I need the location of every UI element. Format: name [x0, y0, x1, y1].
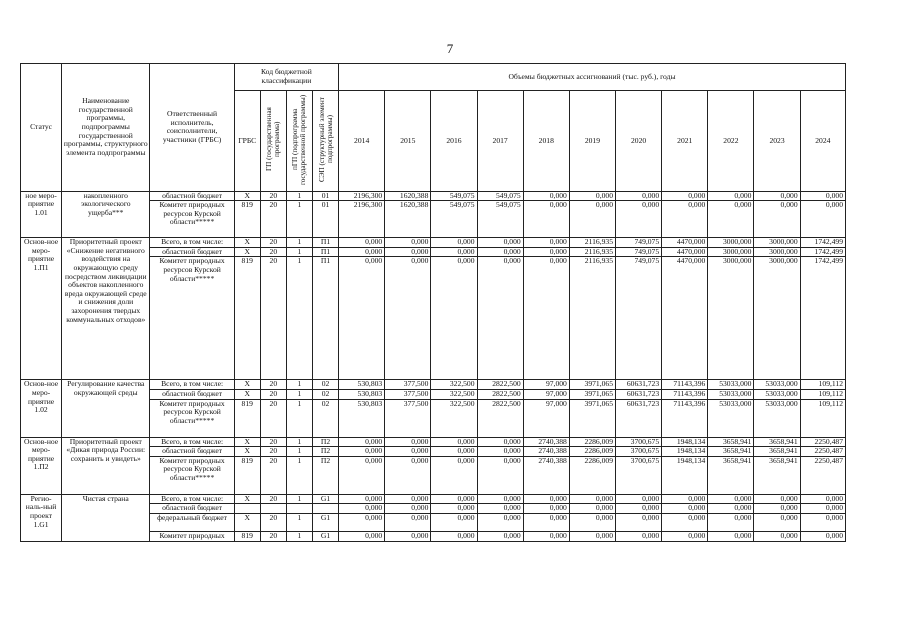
- pgp-cell: 1: [286, 257, 312, 380]
- value-cell: 1620,388: [385, 191, 431, 201]
- value-cell: 0,000: [754, 201, 800, 238]
- table-row: [21, 437, 846, 447]
- value-cell: 71143,396: [662, 380, 708, 390]
- gp-cell: 20: [260, 201, 286, 238]
- value-cell: 1948,134: [662, 447, 708, 457]
- pgp-cell: 1: [286, 380, 312, 390]
- header-sep: [312, 91, 338, 192]
- gp-cell: 20: [260, 238, 286, 248]
- value-cell: 0,000: [339, 447, 385, 457]
- value-cell: 0,000: [616, 531, 662, 541]
- value-cell: 0,000: [477, 513, 523, 531]
- value-cell: 2740,388: [523, 456, 569, 494]
- executor-cell: областной бюджет: [150, 447, 234, 457]
- value-cell: 2116,935: [569, 238, 615, 248]
- grbs-cell: 819: [234, 399, 260, 437]
- value-cell: 0,000: [431, 494, 477, 504]
- value-cell: 53033,000: [754, 399, 800, 437]
- status-cell: Основ-ное меро-приятие 1.02: [21, 380, 62, 437]
- value-cell: 0,000: [385, 504, 431, 514]
- gp-cell: 20: [260, 513, 286, 531]
- gp-cell: 20: [260, 437, 286, 447]
- value-cell: 0,000: [385, 494, 431, 504]
- value-cell: 0,000: [708, 504, 754, 514]
- grbs-cell: X: [234, 494, 260, 504]
- value-cell: 3000,000: [754, 247, 800, 257]
- pgp-cell: [286, 504, 312, 514]
- sep-cell: П1: [312, 247, 338, 257]
- status-cell: ное меро-приятие 1.01: [21, 191, 62, 238]
- value-cell: 0,000: [431, 437, 477, 447]
- value-cell: 0,000: [477, 456, 523, 494]
- header-sep-text: СЭП (структурный элемент подпрограммы): [317, 97, 334, 182]
- sep-cell: 01: [312, 201, 338, 238]
- value-cell: 0,000: [800, 191, 845, 201]
- value-cell: 53033,000: [754, 380, 800, 390]
- pgp-cell: 1: [286, 389, 312, 399]
- value-cell: 0,000: [477, 437, 523, 447]
- header-grbs: ГРБС: [234, 91, 260, 192]
- value-cell: 749,075: [616, 247, 662, 257]
- value-cell: 2116,935: [569, 257, 615, 380]
- value-cell: 109,112: [800, 389, 845, 399]
- value-cell: 0,000: [339, 531, 385, 541]
- value-cell: 0,000: [477, 247, 523, 257]
- executor-cell: федеральный бюджет: [150, 513, 234, 531]
- value-cell: 2250,487: [800, 456, 845, 494]
- value-cell: 53033,000: [754, 389, 800, 399]
- value-cell: 3971,065: [569, 380, 615, 390]
- value-cell: 97,000: [523, 399, 569, 437]
- value-cell: 0,000: [431, 504, 477, 514]
- value-cell: 0,000: [431, 456, 477, 494]
- value-cell: 1948,134: [662, 437, 708, 447]
- value-cell: 0,000: [385, 257, 431, 380]
- value-cell: 0,000: [523, 191, 569, 201]
- value-cell: 0,000: [569, 191, 615, 201]
- value-cell: 0,000: [708, 513, 754, 531]
- value-cell: 0,000: [569, 504, 615, 514]
- header-budget-code: Код бюджетной классификации: [234, 64, 338, 91]
- value-cell: 60631,723: [616, 380, 662, 390]
- value-cell: 53033,000: [708, 380, 754, 390]
- value-cell: 3658,941: [754, 456, 800, 494]
- gp-cell: 20: [260, 456, 286, 494]
- value-cell: 0,000: [385, 513, 431, 531]
- value-cell: 0,000: [708, 531, 754, 541]
- gp-cell: 20: [260, 494, 286, 504]
- value-cell: 3658,941: [708, 456, 754, 494]
- sep-cell: 01: [312, 191, 338, 201]
- value-cell: 0,000: [523, 257, 569, 380]
- value-cell: 0,000: [662, 191, 708, 201]
- value-cell: 0,000: [385, 238, 431, 248]
- value-cell: 0,000: [339, 504, 385, 514]
- header-year: 2014: [339, 91, 385, 192]
- grbs-cell: X: [234, 513, 260, 531]
- value-cell: 3000,000: [708, 247, 754, 257]
- value-cell: 0,000: [385, 437, 431, 447]
- value-cell: 2740,388: [523, 437, 569, 447]
- program-name-cell: накопленного экологического ущерба***: [62, 191, 150, 238]
- value-cell: 0,000: [339, 238, 385, 248]
- value-cell: 0,000: [800, 504, 845, 514]
- value-cell: 0,000: [662, 504, 708, 514]
- pgp-cell: 1: [286, 447, 312, 457]
- value-cell: 530,803: [339, 399, 385, 437]
- value-cell: 0,000: [754, 494, 800, 504]
- gp-cell: 20: [260, 389, 286, 399]
- value-cell: 2286,009: [569, 456, 615, 494]
- value-cell: 2196,300: [339, 201, 385, 238]
- table-row: [21, 380, 846, 390]
- value-cell: 0,000: [339, 494, 385, 504]
- value-cell: 549,075: [431, 191, 477, 201]
- header-status: Статус: [21, 64, 62, 192]
- value-cell: 0,000: [339, 437, 385, 447]
- value-cell: 3000,000: [754, 238, 800, 248]
- value-cell: 0,000: [431, 531, 477, 541]
- header-year: 2018: [523, 91, 569, 192]
- executor-cell: Всего, в том числе:: [150, 437, 234, 447]
- value-cell: 0,000: [754, 513, 800, 531]
- value-cell: 549,075: [477, 191, 523, 201]
- header-volumes: Объемы бюджетных ассигнований (тыс. руб.), годы: [339, 64, 846, 91]
- executor-cell: Всего, в том числе:: [150, 380, 234, 390]
- value-cell: 377,500: [385, 380, 431, 390]
- grbs-cell: X: [234, 447, 260, 457]
- value-cell: 2196,300: [339, 191, 385, 201]
- gp-cell: 20: [260, 380, 286, 390]
- value-cell: 0,000: [477, 504, 523, 514]
- value-cell: 0,000: [616, 504, 662, 514]
- sep-cell: G1: [312, 494, 338, 504]
- sep-cell: П2: [312, 437, 338, 447]
- pgp-cell: 1: [286, 399, 312, 437]
- value-cell: 3658,941: [708, 447, 754, 457]
- pgp-cell: 1: [286, 238, 312, 248]
- sep-cell: П2: [312, 447, 338, 457]
- value-cell: 0,000: [569, 531, 615, 541]
- value-cell: 1742,499: [800, 238, 845, 248]
- header-year: 2023: [754, 91, 800, 192]
- gp-cell: 20: [260, 257, 286, 380]
- value-cell: 2116,935: [569, 247, 615, 257]
- value-cell: 97,000: [523, 389, 569, 399]
- value-cell: 0,000: [431, 513, 477, 531]
- value-cell: 0,000: [339, 513, 385, 531]
- grbs-cell: 819: [234, 257, 260, 380]
- value-cell: 3971,065: [569, 389, 615, 399]
- table-row: [21, 238, 846, 248]
- grbs-cell: [234, 504, 260, 514]
- value-cell: 0,000: [569, 494, 615, 504]
- pgp-cell: 1: [286, 456, 312, 494]
- sep-cell: 02: [312, 380, 338, 390]
- grbs-cell: 819: [234, 201, 260, 238]
- value-cell: 0,000: [477, 494, 523, 504]
- program-name-cell: Регулирование качества окружающей среды: [62, 380, 150, 437]
- value-cell: 0,000: [431, 447, 477, 457]
- value-cell: 0,000: [754, 191, 800, 201]
- value-cell: 0,000: [800, 494, 845, 504]
- value-cell: 0,000: [523, 494, 569, 504]
- status-cell: Регио-наль-ный проект 1.G1: [21, 494, 62, 541]
- value-cell: 0,000: [708, 494, 754, 504]
- grbs-cell: 819: [234, 531, 260, 541]
- value-cell: 0,000: [569, 513, 615, 531]
- header-year: 2020: [616, 91, 662, 192]
- value-cell: 3000,000: [708, 257, 754, 380]
- value-cell: 0,000: [385, 247, 431, 257]
- pgp-cell: 1: [286, 494, 312, 504]
- program-name-cell: Чистая страна: [62, 494, 150, 541]
- value-cell: 0,000: [800, 201, 845, 238]
- grbs-cell: X: [234, 247, 260, 257]
- pgp-cell: 1: [286, 191, 312, 201]
- executor-cell: областной бюджет: [150, 191, 234, 201]
- sep-cell: 02: [312, 399, 338, 437]
- value-cell: 53033,000: [708, 399, 754, 437]
- value-cell: 0,000: [477, 257, 523, 380]
- gp-cell: 20: [260, 191, 286, 201]
- value-cell: 2822,500: [477, 380, 523, 390]
- value-cell: 0,000: [523, 247, 569, 257]
- sep-cell: П1: [312, 238, 338, 248]
- value-cell: 2250,487: [800, 437, 845, 447]
- value-cell: 0,000: [662, 494, 708, 504]
- value-cell: 3000,000: [754, 257, 800, 380]
- value-cell: 0,000: [708, 201, 754, 238]
- header-gp-text: ГП (государственная программа): [265, 107, 282, 172]
- value-cell: 0,000: [477, 238, 523, 248]
- sep-cell: 02: [312, 389, 338, 399]
- executor-cell: областной бюджет: [150, 389, 234, 399]
- value-cell: 0,000: [616, 191, 662, 201]
- value-cell: 1620,388: [385, 201, 431, 238]
- value-cell: 0,000: [662, 531, 708, 541]
- value-cell: 2740,388: [523, 447, 569, 457]
- header-year: 2017: [477, 91, 523, 192]
- value-cell: 377,500: [385, 399, 431, 437]
- value-cell: 3700,675: [616, 456, 662, 494]
- header-pgp: [286, 91, 312, 192]
- budget-table: [20, 63, 846, 542]
- header-year: 2016: [431, 91, 477, 192]
- value-cell: 1948,134: [662, 456, 708, 494]
- header-pgp-text: пГП (подпрограмма государственной программы): [291, 94, 308, 185]
- executor-cell: Комитет природных ресурсов Курской области*****: [150, 201, 234, 238]
- value-cell: 549,075: [477, 201, 523, 238]
- value-cell: 2250,487: [800, 447, 845, 457]
- value-cell: 4470,000: [662, 247, 708, 257]
- value-cell: 53033,000: [708, 389, 754, 399]
- value-cell: 3700,675: [616, 437, 662, 447]
- gp-cell: 20: [260, 531, 286, 541]
- value-cell: 3971,065: [569, 399, 615, 437]
- value-cell: 60631,723: [616, 389, 662, 399]
- header-year: 2022: [708, 91, 754, 192]
- sep-cell: G1: [312, 531, 338, 541]
- value-cell: 0,000: [800, 513, 845, 531]
- value-cell: 4470,000: [662, 257, 708, 380]
- value-cell: 0,000: [339, 247, 385, 257]
- value-cell: 377,500: [385, 389, 431, 399]
- header-year: 2015: [385, 91, 431, 192]
- executor-cell: областной бюджет: [150, 504, 234, 514]
- header-year: 2021: [662, 91, 708, 192]
- status-cell: Основ-ное меро-приятие 1.П1: [21, 238, 62, 380]
- value-cell: 0,000: [662, 513, 708, 531]
- table-row: [21, 191, 846, 201]
- header-name: Наименование государственной программы, подпрограммы государственной программы, структурного элемента подпрограммы: [62, 64, 150, 192]
- value-cell: 0,000: [616, 201, 662, 238]
- value-cell: 3658,941: [708, 437, 754, 447]
- value-cell: 97,000: [523, 380, 569, 390]
- value-cell: 3000,000: [708, 238, 754, 248]
- value-cell: 2286,009: [569, 437, 615, 447]
- value-cell: 3700,675: [616, 447, 662, 457]
- status-cell: Основ-ное меро-приятие 1.П2: [21, 437, 62, 494]
- value-cell: 3658,941: [754, 447, 800, 457]
- sep-cell: G1: [312, 513, 338, 531]
- executor-cell: Комитет природных ресурсов Курской области*****: [150, 456, 234, 494]
- value-cell: 0,000: [477, 531, 523, 541]
- value-cell: 530,803: [339, 389, 385, 399]
- value-cell: 0,000: [431, 238, 477, 248]
- pgp-cell: 1: [286, 437, 312, 447]
- value-cell: 0,000: [431, 247, 477, 257]
- value-cell: 2286,009: [569, 447, 615, 457]
- value-cell: 322,500: [431, 389, 477, 399]
- header-year: 2024: [800, 91, 845, 192]
- sep-cell: П2: [312, 456, 338, 494]
- program-name-cell: Приоритетный проект «Снижение негативного воздействия на окружающую среду посредством ликвидации объектов накопленного вреда окружающей среде и снижения доли захоронения твердых коммунальных отходов»: [62, 238, 150, 380]
- value-cell: 0,000: [385, 456, 431, 494]
- sep-cell: П1: [312, 257, 338, 380]
- program-name-cell: Приоритетный проект «Дикая природа России: сохранить и увидеть»: [62, 437, 150, 494]
- executor-cell: Всего, в том числе:: [150, 494, 234, 504]
- grbs-cell: X: [234, 380, 260, 390]
- pgp-cell: 1: [286, 201, 312, 238]
- value-cell: 0,000: [754, 531, 800, 541]
- value-cell: 0,000: [339, 456, 385, 494]
- value-cell: 0,000: [800, 531, 845, 541]
- value-cell: 0,000: [754, 504, 800, 514]
- grbs-cell: X: [234, 389, 260, 399]
- value-cell: 109,112: [800, 399, 845, 437]
- value-cell: 71143,396: [662, 389, 708, 399]
- value-cell: 60631,723: [616, 399, 662, 437]
- executor-cell: Комитет природных ресурсов Курской области*****: [150, 257, 234, 380]
- executor-cell: областной бюджет: [150, 247, 234, 257]
- value-cell: 0,000: [523, 238, 569, 248]
- value-cell: 2822,500: [477, 389, 523, 399]
- value-cell: 0,000: [523, 201, 569, 238]
- sep-cell: [312, 504, 338, 514]
- value-cell: 0,000: [569, 201, 615, 238]
- gp-cell: 20: [260, 247, 286, 257]
- grbs-cell: X: [234, 437, 260, 447]
- value-cell: 0,000: [477, 447, 523, 457]
- executor-cell: Комитет природных ресурсов Курской области*****: [150, 399, 234, 437]
- value-cell: 0,000: [523, 513, 569, 531]
- value-cell: 749,075: [616, 238, 662, 248]
- value-cell: 0,000: [339, 257, 385, 380]
- value-cell: 1742,499: [800, 247, 845, 257]
- executor-cell: Комитет природных: [150, 531, 234, 541]
- gp-cell: 20: [260, 399, 286, 437]
- grbs-cell: 819: [234, 456, 260, 494]
- value-cell: 0,000: [385, 447, 431, 457]
- value-cell: 0,000: [616, 513, 662, 531]
- page-number: 7: [446, 41, 454, 56]
- value-cell: 0,000: [385, 531, 431, 541]
- gp-cell: [260, 504, 286, 514]
- value-cell: 2822,500: [477, 399, 523, 437]
- value-cell: 0,000: [662, 201, 708, 238]
- value-cell: 0,000: [708, 191, 754, 201]
- header-year: 2019: [569, 91, 615, 192]
- executor-cell: Всего, в том числе:: [150, 238, 234, 248]
- grbs-cell: X: [234, 191, 260, 201]
- grbs-cell: X: [234, 238, 260, 248]
- value-cell: 530,803: [339, 380, 385, 390]
- table-row: [21, 494, 846, 504]
- value-cell: 749,075: [616, 257, 662, 380]
- pgp-cell: 1: [286, 247, 312, 257]
- pgp-cell: 1: [286, 531, 312, 541]
- value-cell: 322,500: [431, 380, 477, 390]
- value-cell: 0,000: [523, 531, 569, 541]
- value-cell: 0,000: [523, 504, 569, 514]
- value-cell: 3658,941: [754, 437, 800, 447]
- value-cell: 109,112: [800, 380, 845, 390]
- header-executor: Ответственный исполнитель, соисполнители, участники (ГРБС): [150, 64, 234, 192]
- value-cell: 4470,000: [662, 238, 708, 248]
- header-gp: [260, 91, 286, 192]
- value-cell: 549,075: [431, 201, 477, 238]
- value-cell: 1742,499: [800, 257, 845, 380]
- value-cell: 0,000: [616, 494, 662, 504]
- gp-cell: 20: [260, 447, 286, 457]
- value-cell: 322,500: [431, 399, 477, 437]
- value-cell: 71143,396: [662, 399, 708, 437]
- pgp-cell: 1: [286, 513, 312, 531]
- value-cell: 0,000: [431, 257, 477, 380]
